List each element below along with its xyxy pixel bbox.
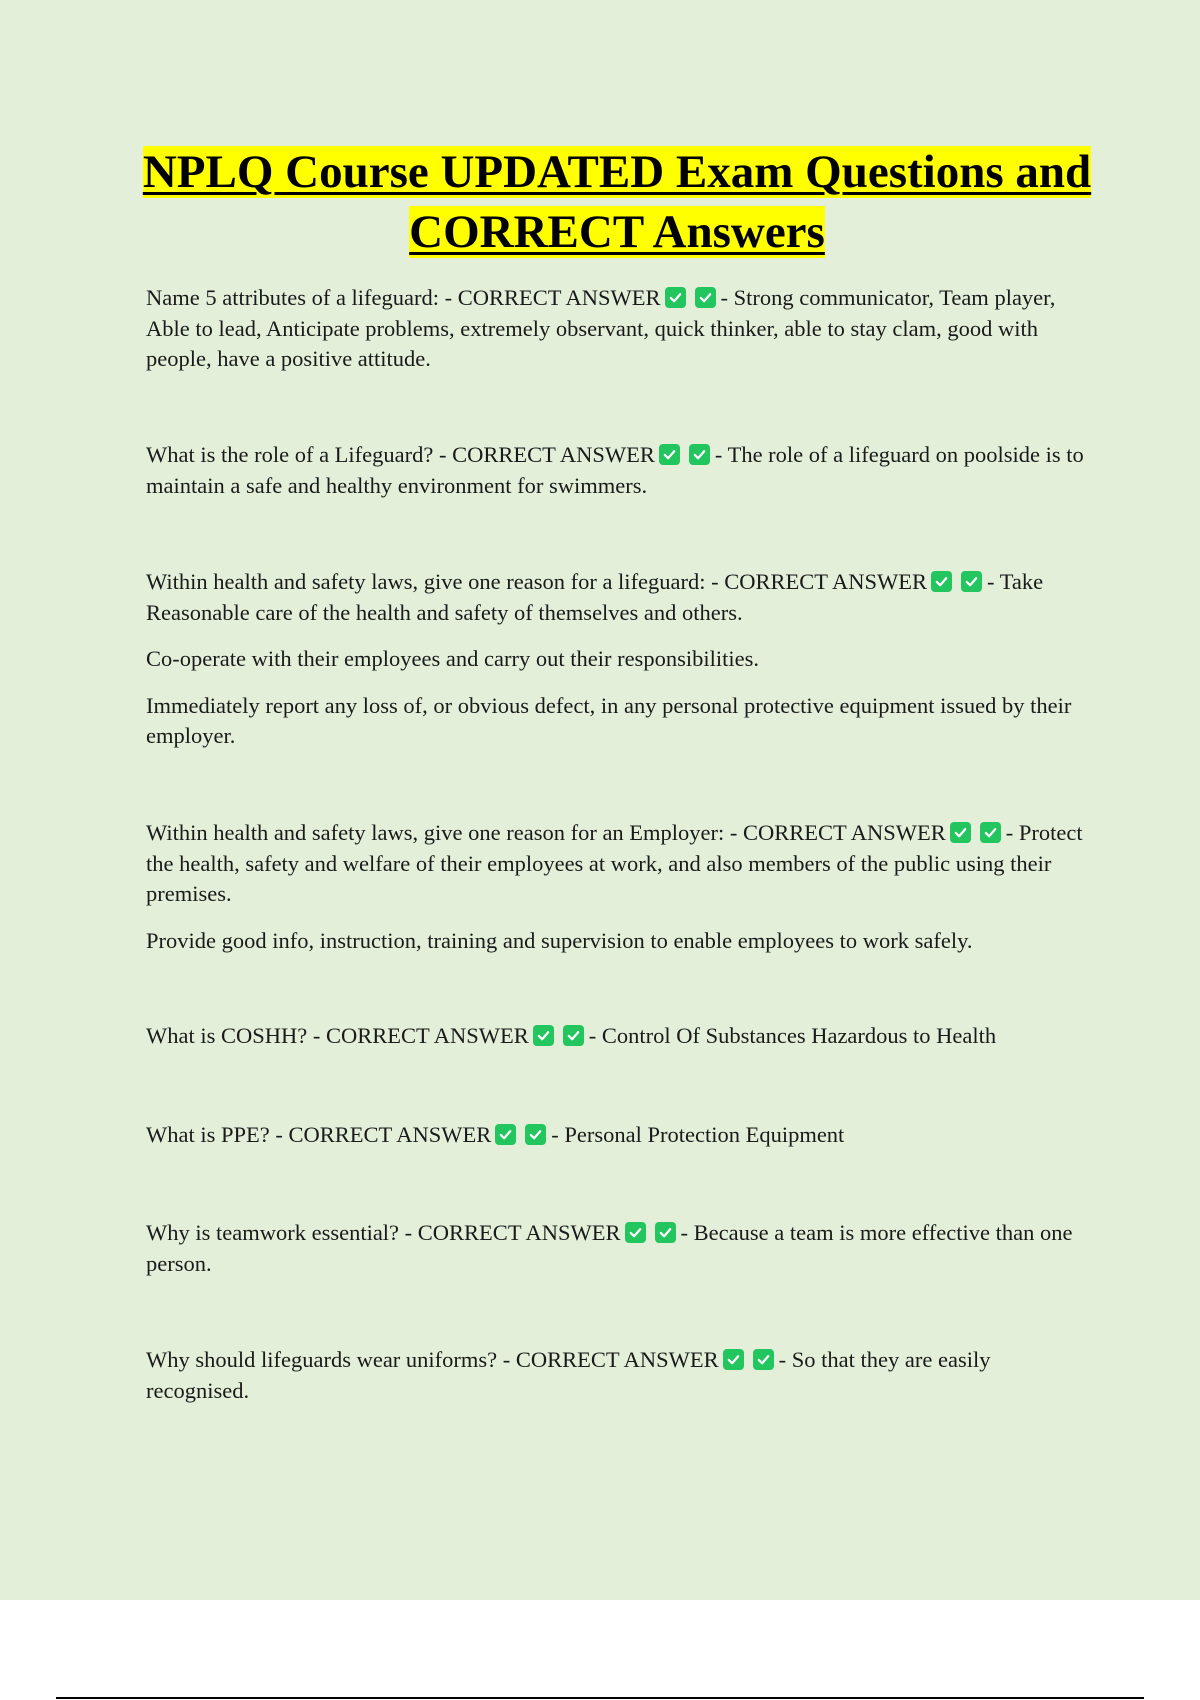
title-highlight: NPLQ Course UPDATED Exam Questions and CORRECT Answers [142, 146, 1092, 258]
qa-paragraph [146, 1218, 1086, 1279]
qa-paragraph [146, 567, 1086, 628]
answer-paragraph: Co-operate with their employees and carry out their responsibilities. [146, 646, 759, 671]
document-title [120, 142, 1114, 262]
qa-paragraph [146, 818, 1086, 910]
question-text: Within health and safety laws, give one reason for an Employer: - CORRECT ANSWER [146, 820, 946, 845]
qa-item [146, 1345, 1086, 1406]
check-icon [980, 822, 1001, 843]
qa-paragraph [146, 440, 1086, 501]
check-icon [950, 822, 971, 843]
check-icon [695, 287, 716, 308]
question-text: What is COSHH? - CORRECT ANSWER [146, 1023, 529, 1048]
answer-text: - Protect the health, safety and welfare of their employees at work, and also members of the public using their premises. [146, 820, 1083, 906]
question-text: Name 5 attributes of a lifeguard: - CORRECT ANSWER [146, 285, 661, 310]
answer-text: - Strong communicator, Team player, Able to lead, Anticipate problems, extremely observant, quick thinker, able to stay clam, good with people, have a positive attitude. [146, 285, 1056, 371]
check-icon [533, 1025, 554, 1046]
answer-text: - So that they are easily recognised. [146, 1347, 991, 1403]
qa-item [146, 1218, 1086, 1279]
qa-paragraph [146, 1021, 1086, 1052]
check-icon [689, 444, 710, 465]
check-icon [655, 1222, 676, 1243]
qa-item [146, 1120, 1086, 1151]
check-icon [665, 287, 686, 308]
answer-paragraph: Provide good info, instruction, training and supervision to enable employees to work safely. [146, 927, 973, 953]
qa-item [146, 818, 1086, 956]
answer-text: - The role of a lifeguard on poolside is to maintain a safe and healthy environment for swimmers. [146, 442, 1084, 498]
qa-paragraph [146, 1120, 1086, 1151]
qa-item [146, 1021, 1086, 1052]
check-icon [563, 1025, 584, 1046]
check-icon [931, 571, 952, 592]
answer-text: - Because a team is more effective than one person. [146, 1220, 1073, 1276]
footer-divider [56, 1697, 1144, 1699]
qa-item [146, 440, 1086, 501]
answer-text: - Take Reasonable care of the health and safety of themselves and others. [146, 569, 1044, 625]
question-text: Within health and safety laws, give one reason for a lifeguard: - CORRECT ANSWER [146, 569, 928, 594]
question-text: What is PPE? - CORRECT ANSWER [146, 1122, 492, 1147]
check-icon [753, 1349, 774, 1370]
check-icon [625, 1222, 646, 1243]
qa-item [146, 283, 1086, 375]
check-icon [659, 444, 680, 465]
question-text: Why is teamwork essential? - CORRECT ANSWER [146, 1220, 621, 1245]
check-icon [723, 1349, 744, 1370]
question-text: What is the role of a Lifeguard? - CORRECT ANSWER [146, 442, 655, 467]
check-icon [495, 1124, 516, 1145]
check-icon [525, 1124, 546, 1145]
qa-paragraph [146, 283, 1086, 375]
qa-item [146, 567, 1086, 752]
answer-text: - Control Of Substances Hazardous to Health [588, 1023, 997, 1048]
answer-text: - Personal Protection Equipment [551, 1122, 845, 1147]
qa-paragraph [146, 1345, 1086, 1406]
check-icon [961, 571, 982, 592]
answer-paragraph: Immediately report any loss of, or obvious defect, in any personal protective equipment issued by their employer. [146, 692, 1072, 748]
question-text: Why should lifeguards wear uniforms? - CORRECT ANSWER [146, 1347, 719, 1372]
